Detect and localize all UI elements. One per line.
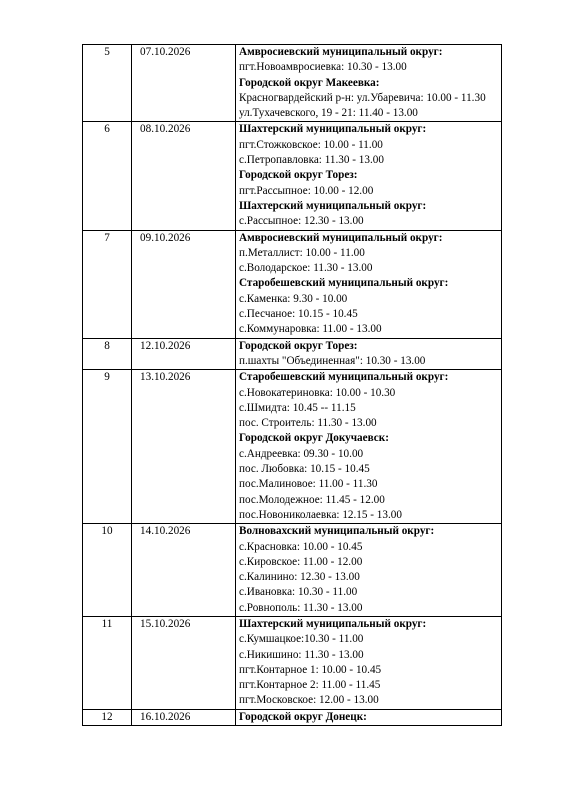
location-time-entry: с.Песчаное: 10.15 - 10.45 [239, 308, 358, 321]
row-date-cell: 13.10.2026 [132, 370, 236, 524]
location-time-entry: с.Никишино: 11.30 - 13.00 [239, 648, 364, 661]
location-time-entry: пгт.Рассыпное: 10.00 - 12.00 [239, 184, 374, 197]
district-heading: Городской округ Докучаевск: [239, 432, 389, 445]
location-time-entry: п.Металлист: 10.00 - 11.00 [239, 246, 365, 259]
location-time-entry: с.Петропавловка: 11.30 - 13.00 [239, 154, 384, 167]
location-time-entry: с.Каменка: 9.30 - 10.00 [239, 292, 348, 305]
location-time-entry: Красногвардейский р-н: ул.Убаревича: 10.00 - 11.30 [239, 91, 486, 104]
table-row [83, 230, 502, 338]
location-time-entry: пос.Новониколаевка: 12.15 - 13.00 [239, 508, 402, 521]
row-locations-cell [236, 230, 502, 338]
location-time-entry: с.Красновка: 10.00 - 10.45 [239, 540, 363, 553]
location-time-entry: с.Калинино: 12.30 - 13.00 [239, 571, 360, 584]
location-time-entry: пгт.Стожковское: 10.00 - 11.00 [239, 138, 383, 151]
row-locations-cell [236, 122, 502, 230]
location-time-entry: ул.Тухачевского, 19 - 21: 11.40 - 13.00 [239, 107, 418, 120]
district-heading: Шахтерский муниципальный округ: [239, 617, 427, 630]
district-heading: Городской округ Донецк: [239, 710, 367, 723]
district-heading: Шахтерский муниципальный округ: [239, 123, 427, 136]
location-time-entry: пгт.Контарное 1: 10.00 - 10.45 [239, 663, 382, 676]
row-number-cell: 8 [83, 338, 132, 370]
row-number-cell: 5 [83, 45, 132, 122]
row-locations-cell [236, 709, 502, 725]
location-time-entry: с.Рассыпное: 12.30 - 13.00 [239, 215, 364, 228]
row-number-cell: 12 [83, 709, 132, 725]
district-heading: Старобешевский муниципальный округ: [239, 371, 449, 384]
location-time-entry: пгт.Контарное 2: 11.00 - 11.45 [239, 679, 381, 692]
row-locations-cell [236, 616, 502, 709]
table-row [83, 122, 502, 230]
location-time-entry: с.Ивановка: 10.30 - 11.00 [239, 586, 358, 599]
table-row [83, 616, 502, 709]
district-heading: Городской округ Торез: [239, 169, 358, 182]
location-time-entry: с.Новокатериновка: 10.00 - 10.30 [239, 386, 396, 399]
district-heading: Амвросиевский муниципальный округ: [239, 231, 443, 244]
schedule-table-body [83, 45, 502, 726]
schedule-table [82, 44, 502, 726]
district-heading: Старобешевский муниципальный округ: [239, 277, 449, 290]
row-date-cell: 15.10.2026 [132, 616, 236, 709]
table-row [83, 524, 502, 617]
location-time-entry: с.Шмидта: 10.45 -- 11.15 [239, 401, 356, 414]
row-date-cell: 07.10.2026 [132, 45, 236, 122]
district-heading: Городской округ Макеевка: [239, 76, 380, 89]
district-heading: Амвросиевский муниципальный округ: [239, 46, 443, 58]
location-time-entry: пгт.Новоамвросиевка: 10.30 - 13.00 [239, 61, 407, 74]
location-time-entry: пгт.Московское: 12.00 - 13.00 [239, 694, 379, 707]
district-heading: Городской округ Торез: [239, 339, 358, 352]
location-time-entry: с.Кировское: 11.00 - 12.00 [239, 555, 363, 568]
schedule-page [82, 44, 502, 726]
table-row [83, 45, 502, 122]
row-date-cell: 09.10.2026 [132, 230, 236, 338]
row-date-cell: 16.10.2026 [132, 709, 236, 725]
table-row [83, 370, 502, 524]
row-number-cell: 6 [83, 122, 132, 230]
table-row [83, 338, 502, 370]
row-locations-cell [236, 45, 502, 122]
table-row [83, 709, 502, 725]
location-time-entry: пос.Молодежное: 11.45 - 12.00 [239, 493, 385, 506]
location-time-entry: с.Коммунаровка: 11.00 - 13.00 [239, 323, 382, 336]
row-date-cell: 14.10.2026 [132, 524, 236, 617]
row-locations-cell [236, 524, 502, 617]
district-heading: Шахтерский муниципальный округ: [239, 199, 427, 212]
location-time-entry: с.Кумшацкое:10.30 - 11.00 [239, 633, 364, 646]
location-time-entry: пос. Строитель: 11.30 - 13.00 [239, 417, 377, 430]
row-number-cell: 11 [83, 616, 132, 709]
location-time-entry: с.Володарское: 11.30 - 13.00 [239, 262, 373, 275]
district-heading: Волновахский муниципальный округ: [239, 525, 435, 538]
row-date-cell: 08.10.2026 [132, 122, 236, 230]
row-date-cell: 12.10.2026 [132, 338, 236, 370]
row-number-cell: 10 [83, 524, 132, 617]
row-number-cell: 9 [83, 370, 132, 524]
location-time-entry: с.Андреевка: 09.30 - 10.00 [239, 447, 364, 460]
row-locations-cell [236, 370, 502, 524]
row-locations-cell [236, 338, 502, 370]
location-time-entry: пос. Любовка: 10.15 - 10.45 [239, 463, 370, 476]
location-time-entry: с.Ровнополь: 11.30 - 13.00 [239, 601, 363, 614]
location-time-entry: пос.Малиновое: 11.00 - 11.30 [239, 478, 378, 491]
row-number-cell: 7 [83, 230, 132, 338]
location-time-entry: п.шахты "Объединенная": 10.30 - 13.00 [239, 354, 426, 367]
